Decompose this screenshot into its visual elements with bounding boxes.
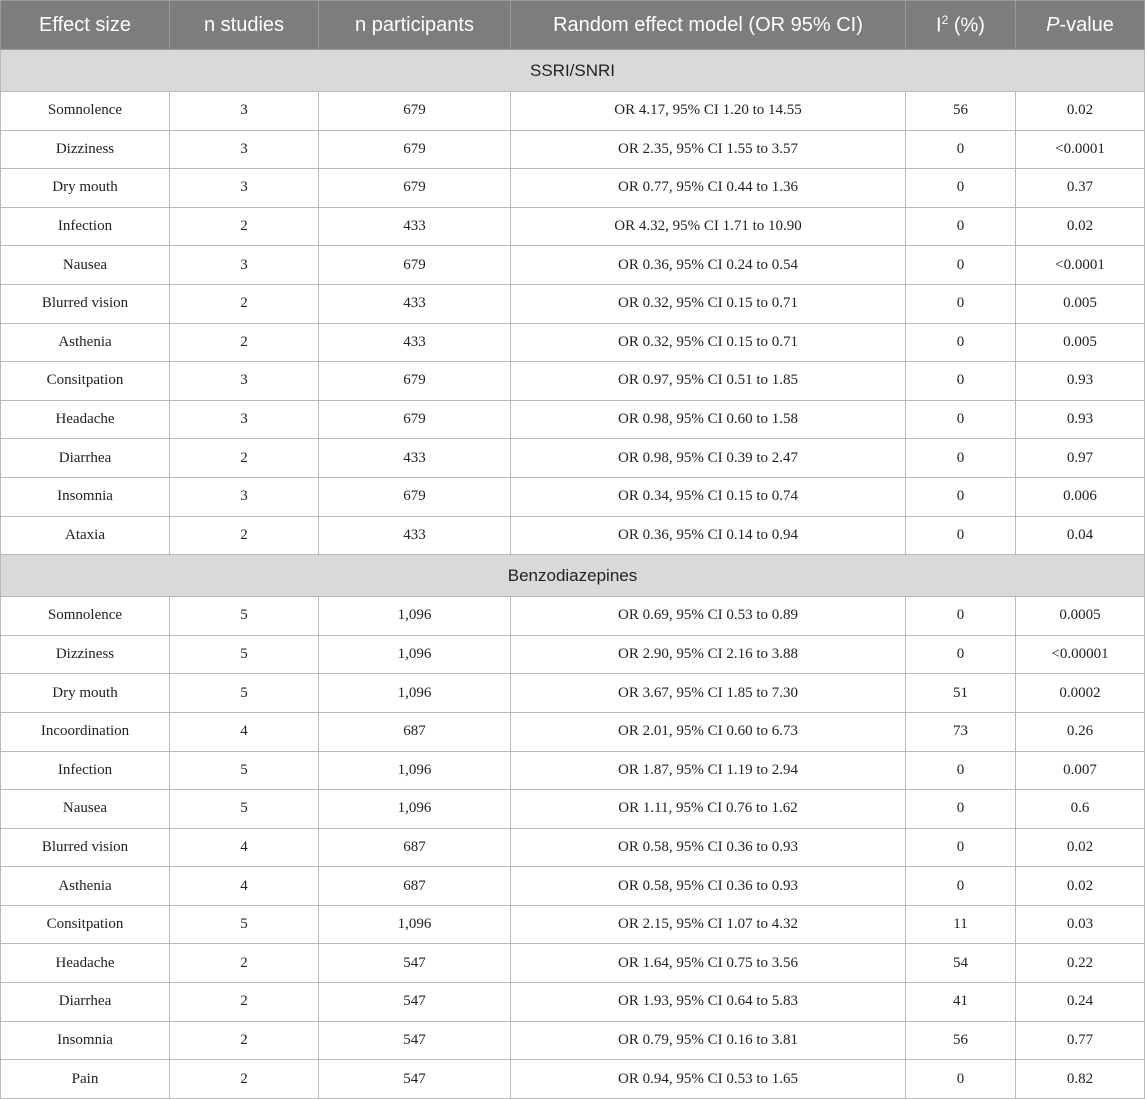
cell-n-studies: 3 bbox=[170, 400, 319, 439]
cell-effect-size: Headache bbox=[1, 400, 170, 439]
table-row bbox=[1, 477, 1145, 516]
cell-model: OR 0.34, 95% CI 0.15 to 0.74 bbox=[511, 477, 906, 516]
table-row bbox=[1, 751, 1145, 790]
cell-n-participants: 679 bbox=[319, 477, 511, 516]
cell-p-value: 0.0002 bbox=[1016, 674, 1145, 713]
cell-effect-size: Somnolence bbox=[1, 597, 170, 636]
cell-p-value: 0.02 bbox=[1016, 828, 1145, 867]
cell-model: OR 0.94, 95% CI 0.53 to 1.65 bbox=[511, 1060, 906, 1099]
i2-label: I bbox=[936, 14, 942, 37]
cell-n-studies: 3 bbox=[170, 477, 319, 516]
cell-effect-size: Dry mouth bbox=[1, 169, 170, 208]
cell-n-participants: 679 bbox=[319, 130, 511, 169]
cell-p-value: <0.00001 bbox=[1016, 635, 1145, 674]
table-row bbox=[1, 284, 1145, 323]
cell-model: OR 0.98, 95% CI 0.39 to 2.47 bbox=[511, 439, 906, 478]
cell-effect-size: Headache bbox=[1, 944, 170, 983]
cell-model: OR 0.36, 95% CI 0.14 to 0.94 bbox=[511, 516, 906, 555]
cell-i2: 0 bbox=[906, 477, 1016, 516]
cell-i2: 0 bbox=[906, 362, 1016, 401]
cell-p-value: 0.0005 bbox=[1016, 597, 1145, 636]
section-title: SSRI/SNRI bbox=[1, 50, 1145, 92]
cell-i2: 0 bbox=[906, 207, 1016, 246]
cell-model: OR 1.93, 95% CI 0.64 to 5.83 bbox=[511, 983, 906, 1022]
cell-model: OR 1.87, 95% CI 1.19 to 2.94 bbox=[511, 751, 906, 790]
cell-effect-size: Blurred vision bbox=[1, 828, 170, 867]
cell-n-participants: 687 bbox=[319, 828, 511, 867]
cell-p-value: 0.6 bbox=[1016, 790, 1145, 829]
cell-model: OR 3.67, 95% CI 1.85 to 7.30 bbox=[511, 674, 906, 713]
cell-p-value: 0.02 bbox=[1016, 867, 1145, 906]
cell-effect-size: Nausea bbox=[1, 790, 170, 829]
cell-n-studies: 3 bbox=[170, 246, 319, 285]
i2-superscript: 2 bbox=[941, 12, 949, 27]
cell-n-studies: 3 bbox=[170, 130, 319, 169]
cell-n-studies: 2 bbox=[170, 439, 319, 478]
cell-p-value: 0.005 bbox=[1016, 323, 1145, 362]
cell-p-value: 0.04 bbox=[1016, 516, 1145, 555]
cell-model: OR 0.36, 95% CI 0.24 to 0.54 bbox=[511, 246, 906, 285]
cell-i2: 0 bbox=[906, 790, 1016, 829]
cell-model: OR 0.58, 95% CI 0.36 to 0.93 bbox=[511, 828, 906, 867]
cell-n-participants: 547 bbox=[319, 1060, 511, 1099]
cell-effect-size: Pain bbox=[1, 1060, 170, 1099]
table-row bbox=[1, 712, 1145, 751]
cell-model: OR 4.32, 95% CI 1.71 to 10.90 bbox=[511, 207, 906, 246]
cell-model: OR 1.11, 95% CI 0.76 to 1.62 bbox=[511, 790, 906, 829]
cell-effect-size: Somnolence bbox=[1, 92, 170, 131]
cell-model: OR 2.01, 95% CI 0.60 to 6.73 bbox=[511, 712, 906, 751]
table-row bbox=[1, 635, 1145, 674]
cell-effect-size: Diarrhea bbox=[1, 439, 170, 478]
cell-n-participants: 679 bbox=[319, 362, 511, 401]
table-row bbox=[1, 130, 1145, 169]
cell-i2: 0 bbox=[906, 400, 1016, 439]
cell-p-value: 0.93 bbox=[1016, 400, 1145, 439]
table-row bbox=[1, 169, 1145, 208]
table-row bbox=[1, 905, 1145, 944]
cell-i2: 0 bbox=[906, 635, 1016, 674]
cell-n-participants: 433 bbox=[319, 207, 511, 246]
cell-n-participants: 1,096 bbox=[319, 674, 511, 713]
cell-n-participants: 679 bbox=[319, 92, 511, 131]
cell-n-participants: 679 bbox=[319, 246, 511, 285]
cell-n-studies: 2 bbox=[170, 207, 319, 246]
cell-model: OR 2.15, 95% CI 1.07 to 4.32 bbox=[511, 905, 906, 944]
cell-n-studies: 2 bbox=[170, 983, 319, 1022]
cell-effect-size: Diarrhea bbox=[1, 983, 170, 1022]
cell-i2: 11 bbox=[906, 905, 1016, 944]
cell-p-value: 0.37 bbox=[1016, 169, 1145, 208]
cell-model: OR 0.58, 95% CI 0.36 to 0.93 bbox=[511, 867, 906, 906]
cell-model: OR 4.17, 95% CI 1.20 to 14.55 bbox=[511, 92, 906, 131]
table-row bbox=[1, 983, 1145, 1022]
cell-model: OR 0.32, 95% CI 0.15 to 0.71 bbox=[511, 323, 906, 362]
cell-i2: 41 bbox=[906, 983, 1016, 1022]
cell-n-studies: 2 bbox=[170, 944, 319, 983]
cell-model: OR 0.98, 95% CI 0.60 to 1.58 bbox=[511, 400, 906, 439]
table-row bbox=[1, 790, 1145, 829]
cell-n-participants: 547 bbox=[319, 983, 511, 1022]
cell-n-participants: 687 bbox=[319, 867, 511, 906]
table-row bbox=[1, 207, 1145, 246]
table-row bbox=[1, 867, 1145, 906]
cell-p-value: 0.93 bbox=[1016, 362, 1145, 401]
cell-p-value: 0.007 bbox=[1016, 751, 1145, 790]
cell-effect-size: Insomnia bbox=[1, 477, 170, 516]
cell-model: OR 0.69, 95% CI 0.53 to 0.89 bbox=[511, 597, 906, 636]
cell-i2: 56 bbox=[906, 1021, 1016, 1060]
cell-n-participants: 1,096 bbox=[319, 635, 511, 674]
cell-effect-size: Incoordination bbox=[1, 712, 170, 751]
cell-n-studies: 5 bbox=[170, 597, 319, 636]
cell-n-studies: 3 bbox=[170, 169, 319, 208]
cell-p-value: 0.02 bbox=[1016, 92, 1145, 131]
table-row bbox=[1, 1021, 1145, 1060]
cell-n-studies: 5 bbox=[170, 635, 319, 674]
cell-n-participants: 547 bbox=[319, 1021, 511, 1060]
cell-i2: 0 bbox=[906, 246, 1016, 285]
table-row bbox=[1, 362, 1145, 401]
cell-n-studies: 2 bbox=[170, 1021, 319, 1060]
p-label-italic: P bbox=[1046, 13, 1060, 36]
table-row bbox=[1, 439, 1145, 478]
table-row bbox=[1, 597, 1145, 636]
cell-p-value: 0.005 bbox=[1016, 284, 1145, 323]
col-header-effect-size: Effect size bbox=[1, 1, 170, 50]
cell-n-studies: 4 bbox=[170, 828, 319, 867]
cell-n-studies: 2 bbox=[170, 1060, 319, 1099]
cell-n-participants: 433 bbox=[319, 284, 511, 323]
cell-i2: 73 bbox=[906, 712, 1016, 751]
cell-p-value: 0.82 bbox=[1016, 1060, 1145, 1099]
cell-n-studies: 2 bbox=[170, 284, 319, 323]
cell-effect-size: Insomnia bbox=[1, 1021, 170, 1060]
cell-i2: 0 bbox=[906, 597, 1016, 636]
cell-model: OR 2.35, 95% CI 1.55 to 3.57 bbox=[511, 130, 906, 169]
cell-model: OR 2.90, 95% CI 2.16 to 3.88 bbox=[511, 635, 906, 674]
col-header-n-participants: n participants bbox=[319, 1, 511, 50]
cell-p-value: 0.03 bbox=[1016, 905, 1145, 944]
table-row bbox=[1, 828, 1145, 867]
cell-i2: 0 bbox=[906, 323, 1016, 362]
table-row bbox=[1, 92, 1145, 131]
cell-i2: 0 bbox=[906, 284, 1016, 323]
cell-effect-size: Blurred vision bbox=[1, 284, 170, 323]
table-row bbox=[1, 944, 1145, 983]
cell-n-studies: 5 bbox=[170, 674, 319, 713]
cell-n-studies: 5 bbox=[170, 905, 319, 944]
cell-p-value: 0.77 bbox=[1016, 1021, 1145, 1060]
cell-effect-size: Infection bbox=[1, 751, 170, 790]
cell-i2: 56 bbox=[906, 92, 1016, 131]
cell-p-value: 0.02 bbox=[1016, 207, 1145, 246]
col-header-i2 bbox=[906, 1, 1016, 50]
cell-effect-size: Asthenia bbox=[1, 867, 170, 906]
cell-p-value: <0.0001 bbox=[1016, 246, 1145, 285]
cell-n-participants: 547 bbox=[319, 944, 511, 983]
cell-p-value: 0.006 bbox=[1016, 477, 1145, 516]
cell-n-participants: 433 bbox=[319, 516, 511, 555]
col-header-n-studies: n studies bbox=[170, 1, 319, 50]
cell-effect-size: Nausea bbox=[1, 246, 170, 285]
cell-n-studies: 5 bbox=[170, 790, 319, 829]
cell-model: OR 0.97, 95% CI 0.51 to 1.85 bbox=[511, 362, 906, 401]
cell-n-participants: 687 bbox=[319, 712, 511, 751]
cell-i2: 51 bbox=[906, 674, 1016, 713]
cell-n-participants: 679 bbox=[319, 400, 511, 439]
cell-model: OR 0.32, 95% CI 0.15 to 0.71 bbox=[511, 284, 906, 323]
cell-p-value: 0.26 bbox=[1016, 712, 1145, 751]
p-label-rest: -value bbox=[1059, 13, 1114, 36]
cell-effect-size: Asthenia bbox=[1, 323, 170, 362]
cell-effect-size: Dry mouth bbox=[1, 674, 170, 713]
cell-n-studies: 3 bbox=[170, 92, 319, 131]
section-row bbox=[1, 555, 1145, 597]
cell-n-studies: 5 bbox=[170, 751, 319, 790]
table-row bbox=[1, 400, 1145, 439]
cell-i2: 0 bbox=[906, 751, 1016, 790]
cell-effect-size: Dizziness bbox=[1, 130, 170, 169]
cell-n-participants: 1,096 bbox=[319, 597, 511, 636]
i2-suffix: (%) bbox=[948, 14, 985, 37]
cell-n-studies: 3 bbox=[170, 362, 319, 401]
section-title: Benzodiazepines bbox=[1, 555, 1145, 597]
cell-i2: 0 bbox=[906, 516, 1016, 555]
cell-n-studies: 4 bbox=[170, 867, 319, 906]
cell-n-studies: 2 bbox=[170, 323, 319, 362]
cell-n-participants: 433 bbox=[319, 323, 511, 362]
cell-i2: 0 bbox=[906, 867, 1016, 906]
cell-i2: 54 bbox=[906, 944, 1016, 983]
cell-i2: 0 bbox=[906, 130, 1016, 169]
col-header-p-value bbox=[1016, 1, 1145, 50]
cell-model: OR 0.79, 95% CI 0.16 to 3.81 bbox=[511, 1021, 906, 1060]
cell-n-participants: 1,096 bbox=[319, 790, 511, 829]
cell-n-participants: 679 bbox=[319, 169, 511, 208]
cell-i2: 0 bbox=[906, 439, 1016, 478]
cell-n-participants: 1,096 bbox=[319, 751, 511, 790]
cell-p-value: 0.97 bbox=[1016, 439, 1145, 478]
cell-effect-size: Ataxia bbox=[1, 516, 170, 555]
cell-i2: 0 bbox=[906, 169, 1016, 208]
header-row bbox=[1, 1, 1145, 50]
cell-effect-size: Infection bbox=[1, 207, 170, 246]
cell-model: OR 1.64, 95% CI 0.75 to 3.56 bbox=[511, 944, 906, 983]
table-row bbox=[1, 674, 1145, 713]
cell-p-value: 0.24 bbox=[1016, 983, 1145, 1022]
cell-effect-size: Consitpation bbox=[1, 362, 170, 401]
table-row bbox=[1, 1060, 1145, 1099]
cell-n-studies: 2 bbox=[170, 516, 319, 555]
cell-p-value: 0.22 bbox=[1016, 944, 1145, 983]
cell-n-participants: 1,096 bbox=[319, 905, 511, 944]
cell-model: OR 0.77, 95% CI 0.44 to 1.36 bbox=[511, 169, 906, 208]
section-row bbox=[1, 50, 1145, 92]
col-header-model: Random effect model (OR 95% CI) bbox=[511, 1, 906, 50]
cell-p-value: <0.0001 bbox=[1016, 130, 1145, 169]
cell-i2: 0 bbox=[906, 1060, 1016, 1099]
cell-i2: 0 bbox=[906, 828, 1016, 867]
cell-effect-size: Dizziness bbox=[1, 635, 170, 674]
cell-n-participants: 433 bbox=[319, 439, 511, 478]
table-row bbox=[1, 516, 1145, 555]
table-row bbox=[1, 246, 1145, 285]
table-row bbox=[1, 323, 1145, 362]
cell-n-studies: 4 bbox=[170, 712, 319, 751]
cell-effect-size: Consitpation bbox=[1, 905, 170, 944]
